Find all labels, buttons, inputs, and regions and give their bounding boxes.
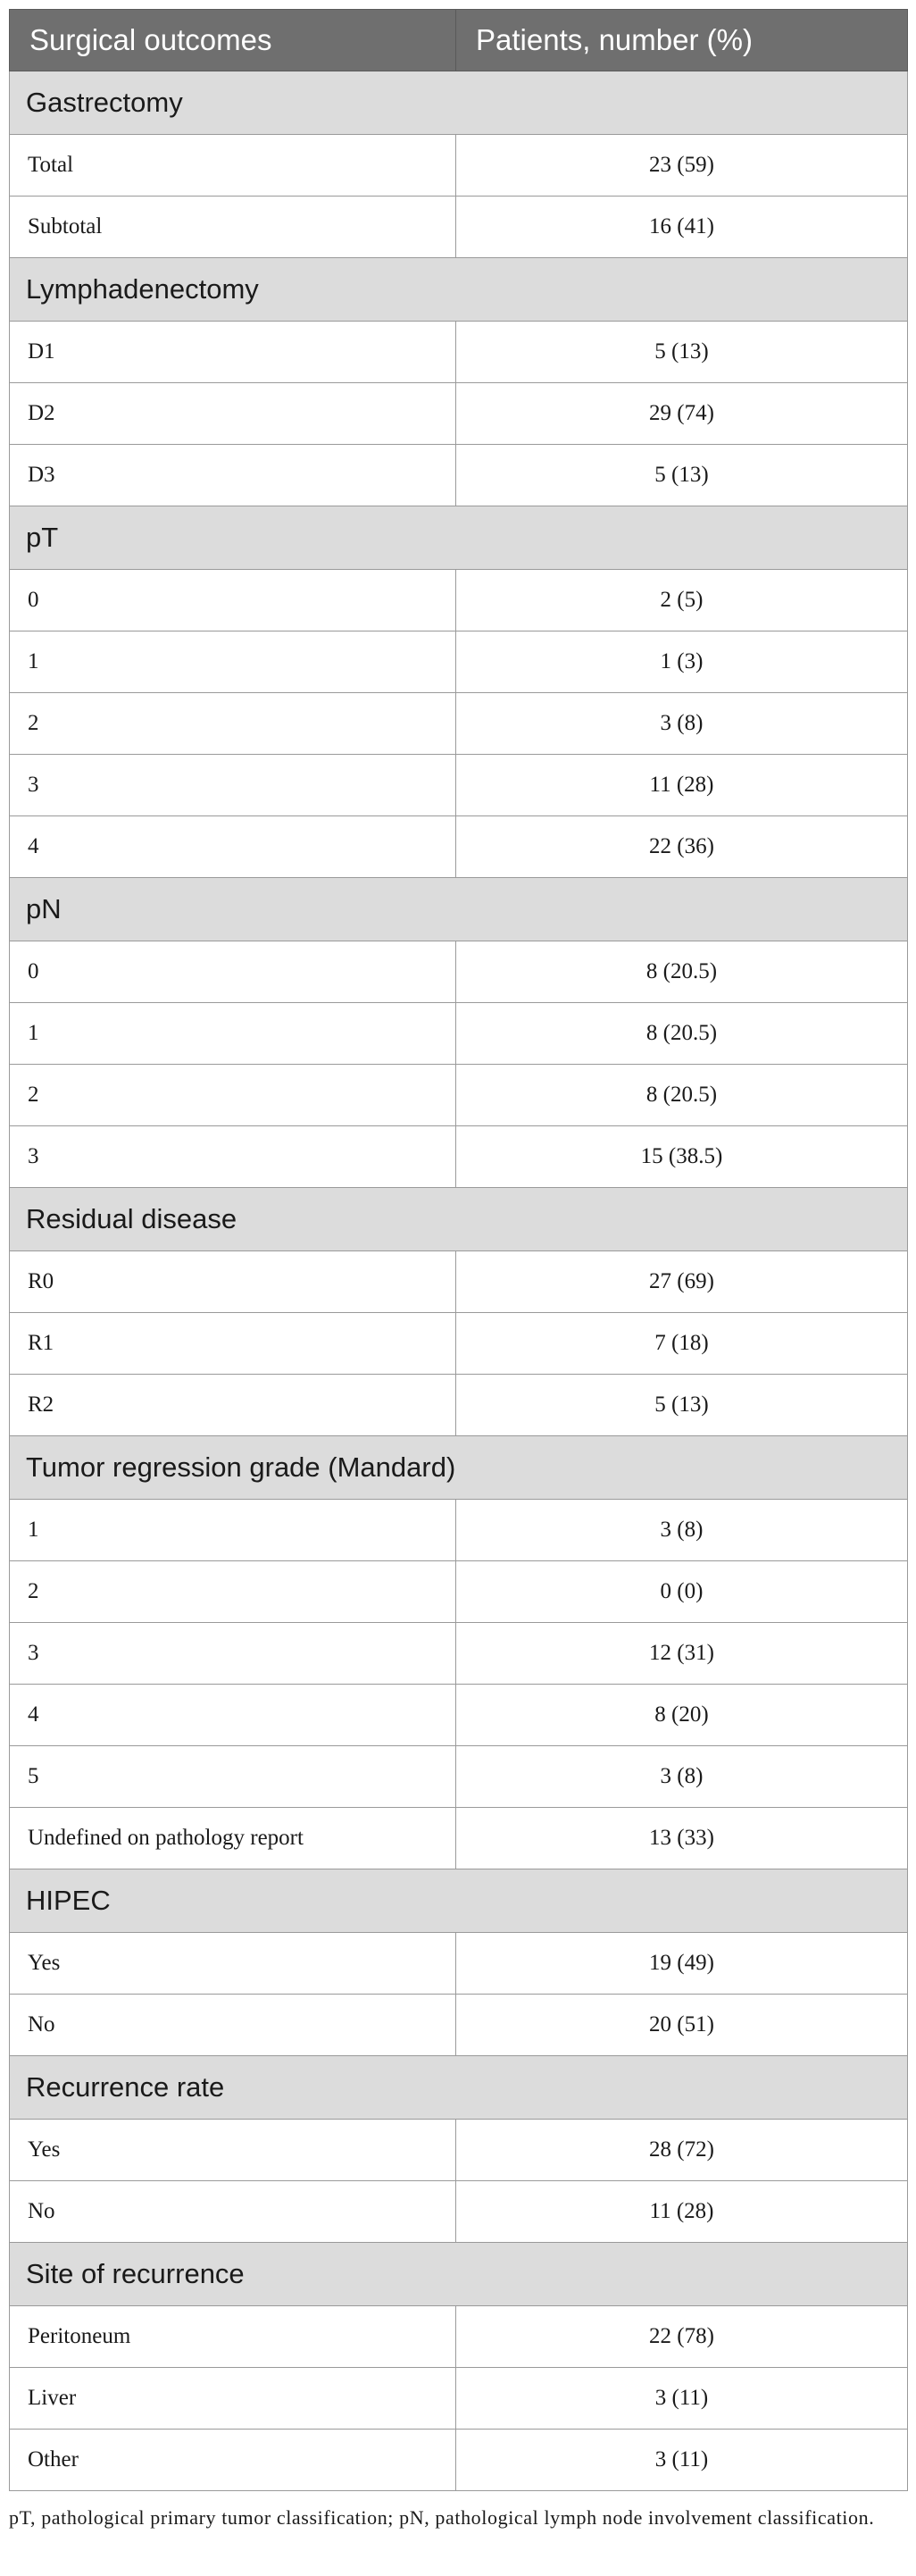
row-label: Peritoneum — [10, 2306, 456, 2368]
table-row — [10, 2368, 908, 2430]
table-row — [10, 135, 908, 197]
row-value: 11 (28) — [456, 755, 908, 816]
row-label: Yes — [10, 2120, 456, 2181]
table-row — [10, 2306, 908, 2368]
table-row — [10, 1500, 908, 1561]
row-value: 5 (13) — [456, 445, 908, 506]
row-label: 1 — [10, 1003, 456, 1065]
row-label: 1 — [10, 1500, 456, 1561]
row-label: D2 — [10, 383, 456, 445]
table-row — [10, 1746, 908, 1808]
row-label: 2 — [10, 1561, 456, 1623]
row-label: 3 — [10, 755, 456, 816]
row-value: 29 (74) — [456, 383, 908, 445]
table-row — [10, 693, 908, 755]
row-label: No — [10, 1995, 456, 2056]
row-value: 3 (8) — [456, 1746, 908, 1808]
row-value: 8 (20) — [456, 1685, 908, 1746]
section-header-row — [10, 1436, 908, 1500]
header-surgical-outcomes: Surgical outcomes — [10, 10, 456, 71]
row-value: 27 (69) — [456, 1251, 908, 1313]
section-title: Tumor regression grade (Mandard) — [10, 1436, 908, 1500]
table-row — [10, 2430, 908, 2491]
row-label: D3 — [10, 445, 456, 506]
section-title: pN — [10, 878, 908, 941]
section-title: Residual disease — [10, 1188, 908, 1251]
row-label: R1 — [10, 1313, 456, 1375]
row-label: 2 — [10, 693, 456, 755]
table-row — [10, 631, 908, 693]
row-value: 22 (78) — [456, 2306, 908, 2368]
row-label: 4 — [10, 816, 456, 878]
table-container — [9, 9, 907, 2491]
row-label: Liver — [10, 2368, 456, 2430]
table-row — [10, 941, 908, 1003]
section-title: Gastrectomy — [10, 71, 908, 135]
table-row — [10, 570, 908, 631]
section-header-row — [10, 1869, 908, 1933]
section-header-row — [10, 506, 908, 570]
row-label: 1 — [10, 631, 456, 693]
section-header-row — [10, 71, 908, 135]
row-value: 3 (11) — [456, 2430, 908, 2491]
row-value: 2 (5) — [456, 570, 908, 631]
section-header-row — [10, 878, 908, 941]
table-row — [10, 1808, 908, 1869]
header-patients-number: Patients, number (%) — [456, 10, 908, 71]
table-row — [10, 1003, 908, 1065]
table-row — [10, 1126, 908, 1188]
table-footnote: pT, pathological primary tumor classification; pN, pathological lymph node involvement classification. — [9, 2506, 875, 2529]
row-label: Other — [10, 2430, 456, 2491]
row-value: 13 (33) — [456, 1808, 908, 1869]
row-value: 1 (3) — [456, 631, 908, 693]
table-header — [10, 10, 908, 71]
table-row — [10, 1933, 908, 1995]
row-label: Undefined on pathology report — [10, 1808, 456, 1869]
table-row — [10, 816, 908, 878]
row-value: 22 (36) — [456, 816, 908, 878]
row-value: 3 (8) — [456, 1500, 908, 1561]
table-row — [10, 383, 908, 445]
row-label: 5 — [10, 1746, 456, 1808]
table-row — [10, 1251, 908, 1313]
section-header-row — [10, 2056, 908, 2120]
row-value: 8 (20.5) — [456, 1003, 908, 1065]
row-value: 28 (72) — [456, 2120, 908, 2181]
section-title: Lymphadenectomy — [10, 258, 908, 322]
row-value: 3 (11) — [456, 2368, 908, 2430]
row-label: 3 — [10, 1623, 456, 1685]
table-body — [10, 71, 908, 2491]
row-value: 23 (59) — [456, 135, 908, 197]
row-value: 3 (8) — [456, 693, 908, 755]
header-row — [10, 10, 908, 71]
row-label: 3 — [10, 1126, 456, 1188]
row-label: Subtotal — [10, 197, 456, 258]
row-value: 7 (18) — [456, 1313, 908, 1375]
row-value: 12 (31) — [456, 1623, 908, 1685]
section-title: Site of recurrence — [10, 2243, 908, 2306]
table-row — [10, 445, 908, 506]
section-header-row — [10, 2243, 908, 2306]
table-row — [10, 1561, 908, 1623]
section-title: HIPEC — [10, 1869, 908, 1933]
section-title: Recurrence rate — [10, 2056, 908, 2120]
row-value: 5 (13) — [456, 1375, 908, 1436]
table-row — [10, 755, 908, 816]
row-label: 4 — [10, 1685, 456, 1746]
table-row — [10, 1065, 908, 1126]
row-label: R2 — [10, 1375, 456, 1436]
row-value: 5 (13) — [456, 322, 908, 383]
table-row — [10, 1623, 908, 1685]
row-label: 0 — [10, 941, 456, 1003]
table-row — [10, 197, 908, 258]
row-label: Yes — [10, 1933, 456, 1995]
row-value: 11 (28) — [456, 2181, 908, 2243]
table-row — [10, 1685, 908, 1746]
section-header-row — [10, 258, 908, 322]
row-label: 2 — [10, 1065, 456, 1126]
row-value: 19 (49) — [456, 1933, 908, 1995]
table-row — [10, 1313, 908, 1375]
row-value: 20 (51) — [456, 1995, 908, 2056]
row-value: 8 (20.5) — [456, 1065, 908, 1126]
surgical-outcomes-table — [9, 9, 908, 2491]
table-row — [10, 2181, 908, 2243]
row-label: R0 — [10, 1251, 456, 1313]
row-value: 0 (0) — [456, 1561, 908, 1623]
row-label: 0 — [10, 570, 456, 631]
section-title: pT — [10, 506, 908, 570]
table-row — [10, 1995, 908, 2056]
table-row — [10, 2120, 908, 2181]
row-value: 8 (20.5) — [456, 941, 908, 1003]
row-value: 16 (41) — [456, 197, 908, 258]
row-value: 15 (38.5) — [456, 1126, 908, 1188]
row-label: Total — [10, 135, 456, 197]
table-row — [10, 1375, 908, 1436]
section-header-row — [10, 1188, 908, 1251]
table-row — [10, 322, 908, 383]
row-label: No — [10, 2181, 456, 2243]
row-label: D1 — [10, 322, 456, 383]
